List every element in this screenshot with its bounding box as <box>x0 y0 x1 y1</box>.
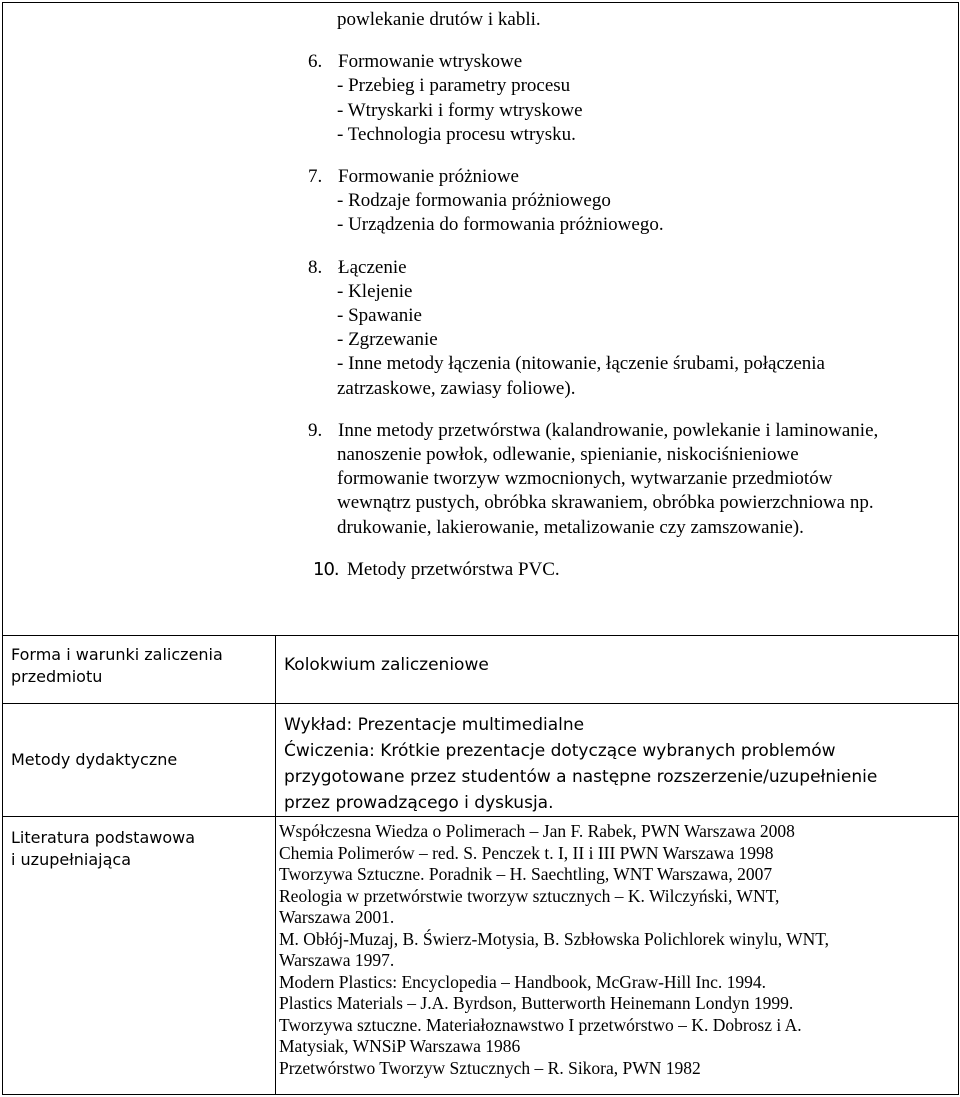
assessment-value-cell <box>276 636 959 704</box>
methods-line: Wykład: Prezentacje multimedialne <box>284 715 585 735</box>
assessment-value: Kolokwium zaliczeniowe <box>284 655 489 675</box>
methods-label: Metody dydaktyczne <box>11 750 178 769</box>
literature-label <box>3 817 275 871</box>
reference: Przetwórstwo Tworzyw Sztucznych – R. Sikora, PWN 1982 <box>279 1057 701 1078</box>
program-item-8 <box>3 256 958 280</box>
item-title: Łączenie <box>338 256 407 278</box>
reference: Modern Plastics: Encyclopedia – Handbook, McGraw-Hill Inc. 1994. <box>279 971 766 992</box>
item-number: 8. <box>308 256 323 278</box>
program-content-cell <box>3 3 959 636</box>
reference: Chemia Polimerów – red. S. Penczek t. I, II i III PWN Warszawa 1998 <box>279 842 774 863</box>
syllabus-table <box>2 2 959 1095</box>
reference: Warszawa 2001. <box>279 907 395 927</box>
reference: Tworzywa Sztuczne. Poradnik – H. Saechtling, WNT Warszawa, 2007 <box>279 864 773 884</box>
item-text-line: wewnątrz pustych, obróbka skrawaniem, obróbka powierzchniowa np. <box>337 492 874 514</box>
item-number: 6. <box>308 51 323 73</box>
methods-text <box>276 704 958 816</box>
literature-list <box>276 817 958 1079</box>
program-item-10 <box>3 558 958 582</box>
methods-row <box>3 704 959 817</box>
subitem: - Urządzenia do formowania próżniowego. <box>337 214 664 236</box>
literature-label-cell <box>3 817 276 1095</box>
assessment-label <box>3 636 275 688</box>
reference: Plastics Materials – J.A. Byrdson, Butterworth Heinemann Londyn 1999. <box>279 993 794 1013</box>
methods-line: Ćwiczenia: Krótkie prezentacje dotyczące wybranych problemów <box>284 741 836 761</box>
item-text: Inne metody przetwórstwa (kalandrowanie, powlekanie i laminowanie, <box>338 419 879 441</box>
subitem: - Wtryskarki i formy wtryskowe <box>337 99 583 121</box>
assessment-label-cell <box>3 636 276 704</box>
assessment-label-line: Forma i warunki zaliczenia <box>11 645 223 664</box>
reference: Reologia w przetwórstwie tworzyw sztucznych – K. Wilczyński, WNT, <box>279 885 780 906</box>
item-title: Formowanie próżniowe <box>338 166 519 188</box>
reference: M. Obłój-Muzaj, B. Świerz-Motysia, B. Szbłowska Polichlorek winylu, WNT, <box>279 928 830 949</box>
item-number: 10. <box>313 558 339 580</box>
subitem: - Przebieg i parametry procesu <box>337 75 571 97</box>
subitem: - Zgrzewanie <box>337 329 438 351</box>
subitem: - Klejenie <box>337 280 413 302</box>
subitem: - Inne metody łączenia (nitowanie, łączenie śrubami, połączenia <box>337 353 825 375</box>
literature-value-cell <box>276 817 959 1095</box>
item-title: Formowanie wtryskowe <box>338 51 523 73</box>
program-item-7 <box>3 165 958 189</box>
item-text-line: formowanie tworzyw wzmocnionych, wytwarzanie przedmiotów <box>337 468 833 490</box>
item-number: 7. <box>308 166 323 188</box>
reference: Tworzywa sztuczne. Materiałoznawstwo I przetwórstwo – K. Dobrosz i A. <box>279 1014 802 1035</box>
assessment-label-line: przedmiotu <box>11 667 103 686</box>
item-text-line: nanoszenie powłok, odlewanie, spienianie, niskociśnieniowe <box>337 444 799 466</box>
item-title: Metody przetwórstwa PVC. <box>347 558 560 580</box>
literature-label-line: i uzupełniająca <box>11 850 131 869</box>
program-item-6 <box>3 50 958 74</box>
subitem: - Rodzaje formowania próżniowego <box>337 190 611 212</box>
literature-label-line: Literatura podstawowa <box>11 828 196 847</box>
program-item-9 <box>3 419 958 443</box>
methods-line: przygotowane przez studentów a następne rozszerzenie/uzupełnienie <box>284 767 878 787</box>
reference: Współczesna Wiedza o Polimerach – Jan F. Rabek, PWN Warszawa 2008 <box>279 821 795 841</box>
assessment-row <box>3 636 959 704</box>
subitem: - Technologia procesu wtrysku. <box>337 123 576 145</box>
continuation-text: powlekanie drutów i kabli. <box>337 9 541 30</box>
reference: Warszawa 1997. <box>279 950 395 970</box>
item-text-line: drukowanie, lakierowanie, metalizowanie czy zamszowanie). <box>337 516 804 538</box>
subitem: zatrzaskowe, zawiasy foliowe). <box>337 377 576 399</box>
methods-line: przez prowadzącego i dyskusja. <box>284 793 554 813</box>
methods-value-cell <box>276 704 959 817</box>
reference: Matysiak, WNSiP Warszawa 1986 <box>279 1036 521 1056</box>
methods-label-cell <box>3 704 276 817</box>
literature-row <box>3 817 959 1095</box>
program-list <box>3 8 958 582</box>
program-row <box>3 3 959 636</box>
subitem: - Spawanie <box>337 305 422 327</box>
item-number: 9. <box>308 419 323 441</box>
